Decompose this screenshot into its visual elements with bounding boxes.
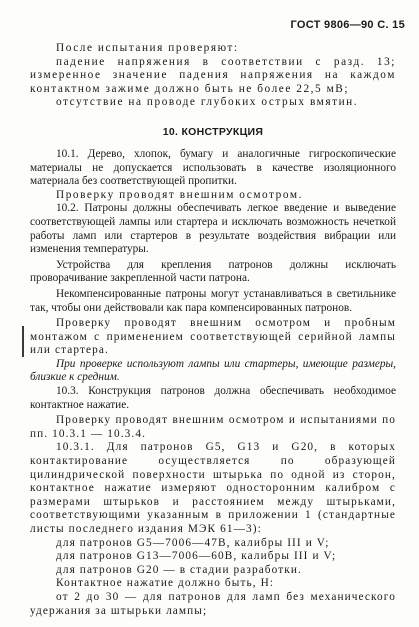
paragraph: 10.3.1. Для патронов G5, G13 и G20, в которых контактирование осуществляется по образующей цилиндрической поверхности штырька по одной из сторон, контактное нажатие измеряют односторонним калибром с размерами штырьков и расстоянием между штырьками, соответствующими указанным в приложении 1 (стандартные листы последнего издания МЭК 61—3): <box>30 441 396 535</box>
paragraph: 10.3. Конструкция патронов должна обеспечивать необходимое контактное нажатие. <box>30 385 396 411</box>
paragraph: 10.1. Дерево, хлопок, бумагу и аналогичные гигроскопические материалы не допускается использовать в качестве изоляционного материала без соответствующей пропитки. <box>30 147 396 188</box>
paragraph: Проверку проводят внешним осмотром. <box>56 188 303 201</box>
paragraph: После испытания проверяют: <box>56 42 239 54</box>
paragraph: 10.2. Патроны должны обеспечивать легкое введение и выведение соответствующей лампы или стартера и исключать возможность нечеткой работы ламп или стартеров в результате воздействия вибрации или изменения температуры. <box>30 202 396 256</box>
paragraph: Устройства для крепления патронов должны исключать проворачивание закрепленной части патрона. <box>30 258 396 285</box>
list-item: для патронов G13—7006—60В, калибры III и V; <box>56 550 337 563</box>
list-item: для патронов G5—7006—47В, калибры III и V; <box>56 536 330 549</box>
paragraph: Контактное нажатие должно быть, Н: <box>56 577 275 590</box>
margin-mark <box>22 326 24 357</box>
paragraph: от 2 до 30 — для патронов для ламп без механического удержания за штырьки лампы; <box>30 590 396 617</box>
paragraph: Некомпенсированные патроны могут устанавливаться в светильнике так, чтобы они действовали как пара компенсированных патронов. <box>30 287 396 314</box>
section-title: 10. КОНСТРУКЦИЯ <box>162 125 264 138</box>
paragraph: отсутствие на проводе глубоких острых вмятин. <box>56 96 359 109</box>
paragraph: падение напряжения в соответствии с разд. 13; измеренное значение падения напряжения на каждом контактном зажиме должно быть не более 22,5 мВ; <box>30 55 396 95</box>
paragraph: Проверку проводят внешним осмотром и испытаниями по пп. 10.3.1 — 10.3.4. <box>30 414 396 440</box>
paragraph: При проверке используют лампы или стартеры, имеющие размеры, близкие к средним. <box>30 357 396 384</box>
page-header: ГОСТ 9806—90 С. 15 <box>290 19 405 31</box>
list-item: для патронов G20 — в стадии разработки. <box>56 563 302 576</box>
document-body <box>30 42 396 618</box>
paragraph: Проверку проводят внешним осмотром и пробным монтажом с применением соответствующей серийной лампы или стартера. <box>30 317 396 357</box>
